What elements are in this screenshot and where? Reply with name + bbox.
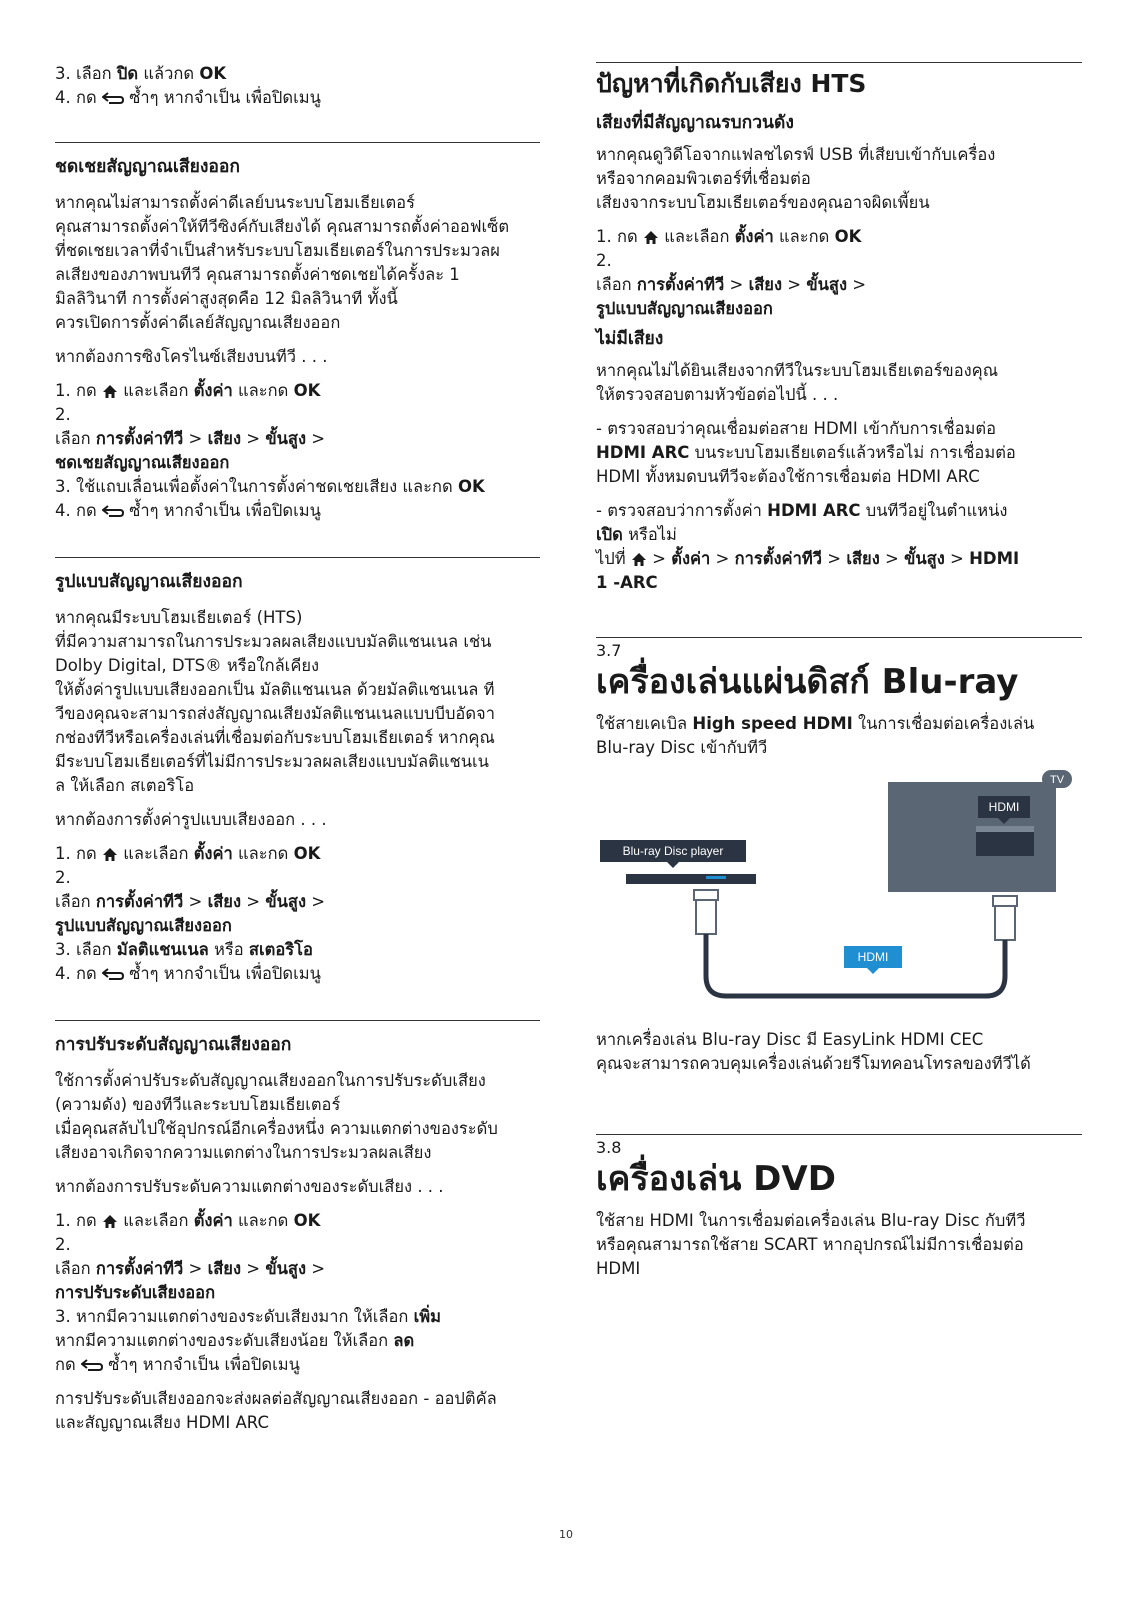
section-title-audio-offset: ชดเชยสัญญาณเสียงออก [55, 157, 240, 177]
noisy-sound-description: หากคุณดูวิดีโอจากแฟลชไดรฟ์ USB ที่เสียบเข้ากับเครื่อง หรือจากคอมพิวเตอร์ที่เชื่อมต่อ เสียงจากระบบโฮมเธียเตอร์ของคุณอาจผิดเพี้ยน [596, 145, 996, 212]
intro-steps: 3. เลือก ปิด แล้วกด OK 4. กด ซ้ำๆ หากจำเป็น เพื่อปิดเมนู [55, 64, 321, 107]
right-column [596, 62, 1082, 1291]
audio-offset-lead: หากต้องการซิงโครไนซ์เสียงบนทีวี . . . [55, 347, 328, 366]
back-icon [102, 505, 124, 518]
home-icon [631, 552, 647, 567]
audio-out-leveling-note: การปรับระดับเสียงออกจะส่งผลต่อสัญญาณเสียงออก - ออปติคัล และสัญญาณเสียง HDMI ARC [55, 1389, 497, 1432]
audio-out-format-steps: 1. กด และเลือก ตั้งค่า และกด OK 2. เลือก การตั้งค่าทีวี > เสียง > ขั้นสูง > รูปแบบสัญญาณเสียงออก 3. เลือก มัลติแชนเนล หรือ สเตอริโอ 4. กด ซ้ำๆ หากจำเป็น เพื่อปิดเมนู [55, 844, 326, 983]
section-title-bluray: เครื่องเล่นแผ่นดิสก์ Blu-ray [596, 662, 1019, 702]
svg-text:HDMI: HDMI [988, 800, 1020, 814]
dvd-description: ใช้สาย HDMI ในการเชื่อมต่อเครื่องเล่น Blu-ray Disc กับทีวี หรือคุณสามารถใช้สาย SCART หากอุปกรณ์ไม่มีการเชื่อมต่อ HDMI [596, 1211, 1026, 1278]
section-number: 3.8 [596, 1138, 622, 1157]
section-divider [55, 1020, 540, 1021]
audio-out-leveling-description: ใช้การตั้งค่าปรับระดับสัญญาณเสียงออกในการปรับระดับเสียง (ความดัง) ของทีวีและระบบโฮมเธียเตอร์ เมื่อคุณสลับไปใช้อุปกรณ์อีกเครื่องหนึ่ง ความแตกต่างของระดับ เสียงอาจเกิดจากความแตกต่างในการประมวลผลเสียง [55, 1071, 498, 1162]
back-icon [102, 92, 124, 105]
audio-out-format-description: หากคุณมีระบบโฮมเธียเตอร์ (HTS) ที่มีความสามารถในการประมวลผลเสียงแบบมัลติแชนเนล เช่น Dolby Digital, DTS® หรือใกล้เคียง ให้ตั้งค่ารูปแบบเสียงออกเป็น มัลติแชนเนล ด้วยมัลติแชนเนล ที วีของคุณจะสามารถส่งสัญญาณเสียงมัลติแชนเนลแบบบีบอัดจา กช่องทีวีหรือเครื่องเล่นที่เชื่อมต่อกับระบบโฮมเธียเตอร์ หากคุณ มีระบบโฮมเธียเตอร์ที่ไม่มีการประมวลผลเสียงแบบมัลติแชนเน ล ให้เลือก สเตอริโอ [55, 608, 495, 795]
hdmi-plug-tv [993, 896, 1017, 940]
section-title-hts-audio-issues: ปัญหาที่เกิดกับเสียง HTS [596, 69, 867, 98]
back-icon [102, 968, 124, 981]
section-divider [596, 1134, 1082, 1135]
home-icon [102, 847, 118, 862]
home-icon [102, 384, 118, 399]
page-number: 10 [559, 1528, 573, 1541]
section-divider [55, 557, 540, 558]
subtitle-no-sound: ไม่มีเสียง [596, 329, 664, 349]
svg-text:HDMI: HDMI [857, 950, 889, 964]
back-icon [81, 1359, 103, 1372]
tv-badge [1042, 770, 1072, 788]
bluray-player [626, 874, 756, 884]
cable-hdmi-label [844, 946, 902, 974]
no-sound-check-1: - ตรวจสอบว่าคุณเชื่อมต่อสาย HDMI เข้ากับการเชื่อมต่อ HDMI ARC บนระบบโฮมเธียเตอร์แล้วหรือไม่ การเชื่อมต่อ HDMI ทั้งหมดบนทีวีจะต้องใช้การเชื่อมต่อ HDMI ARC [596, 419, 1016, 486]
section-title-dvd: เครื่องเล่น DVD [596, 1159, 836, 1199]
audio-out-format-lead: หากต้องการตั้งค่ารูปแบบเสียงออก . . . [55, 810, 327, 829]
subtitle-noisy-sound: เสียงที่มีสัญญาณรบกวนดัง [596, 113, 794, 133]
audio-out-leveling-lead: หากต้องการปรับระดับความแตกต่างของระดับเสียง . . . [55, 1177, 444, 1196]
bluray-intro: ใช้สายเคเบิล High speed HDMI ในการเชื่อมต่อเครื่องเล่น Blu-ray Disc เข้ากับทีวี [596, 714, 1035, 757]
audio-offset-steps: 1. กด และเลือก ตั้งค่า และกด OK 2. เลือก การตั้งค่าทีวี > เสียง > ขั้นสูง > ชดเชยสัญญาณเสียงออก 3. ใช้แถบเลื่อนเพื่อตั้งค่าในการตั้งค่าชดเชยเสียง และกด OK 4. กด ซ้ำๆ หากจำเป็น เพื่อปิดเมนู [55, 381, 485, 520]
player-label [600, 840, 746, 868]
section-divider [596, 62, 1082, 63]
no-sound-description: หากคุณไม่ได้ยินเสียงจากทีวีในระบบโฮมเธียเตอร์ของคุณ ให้ตรวจสอบตามหัวข้อต่อไปนี้ . . . [596, 361, 999, 404]
section-number: 3.7 [596, 641, 622, 660]
svg-text:Blu-ray Disc player: Blu-ray Disc player [622, 844, 724, 858]
no-sound-check-2: - ตรวจสอบว่าการตั้งค่า HDMI ARC บนทีวีอยู่ในตำแหน่ง เปิด หรือไม่ ไปที่ > ตั้งค่า > การตั้งค่าทีวี > เสียง > ขั้นสูง > HDMI 1 -ARC [596, 501, 1020, 592]
bluray-outro: หากเครื่องเล่น Blu-ray Disc มี EasyLink HDMI CEC คุณจะสามารถควบคุมเครื่องเล่นด้วยรีโมทคอนโทรลของทีวีได้ [596, 1030, 1031, 1073]
left-column [55, 62, 540, 1445]
audio-out-leveling-steps: 1. กด และเลือก ตั้งค่า และกด OK 2. เลือก การตั้งค่าทีวี > เสียง > ขั้นสูง > การปรับระดับเสียงออก 3. หากมีความแตกต่างของระดับเสียงมาก ให้เลือก เพิ่ม หากมีความแตกต่างของระดับเสียงน้อย ให้เลือก ลด กด ซ้ำๆ หากจำเป็น เพื่อปิดเมนู [55, 1211, 442, 1374]
bluray-connection-diagram [596, 770, 1076, 1014]
section-title-audio-out-leveling: การปรับระดับสัญญาณเสียงออก [55, 1035, 292, 1055]
tv-label: TV [1049, 774, 1065, 786]
home-icon [102, 1214, 118, 1229]
home-icon [643, 230, 659, 245]
section-title-audio-out-format: รูปแบบสัญญาณเสียงออก [55, 572, 243, 592]
section-divider [55, 142, 540, 143]
hdmi-plug-player [694, 890, 718, 934]
section-divider [596, 637, 1082, 638]
audio-offset-description: หากคุณไม่สามารถตั้งค่าดีเลย์บนระบบโฮมเธียเตอร์ คุณสามารถตั้งค่าให้ทีวีซิงค์กับเสียงได้ คุณสามารถตั้งค่าออฟเซ็ต ที่ชดเชยเวลาที่จำเป็นสำหรับระบบโฮมเธียเตอร์ในการประมวลผ ลเสียงของภาพบนทีวี คุณสามารถตั้งค่าชดเชยได้ครั้งละ 1 มิลลิวินาที การตั้งค่าสูงสุดคือ 12 มิลลิวินาที ทั้งนี้ ควรเปิดการตั้งค่าดีเลย์สัญญาณเสียงออก [55, 193, 510, 332]
noisy-sound-steps: 1. กด และเลือก ตั้งค่า และกด OK 2. เลือก การตั้งค่าทีวี > เสียง > ขั้นสูง > รูปแบบสัญญาณเสียงออก [596, 227, 867, 318]
